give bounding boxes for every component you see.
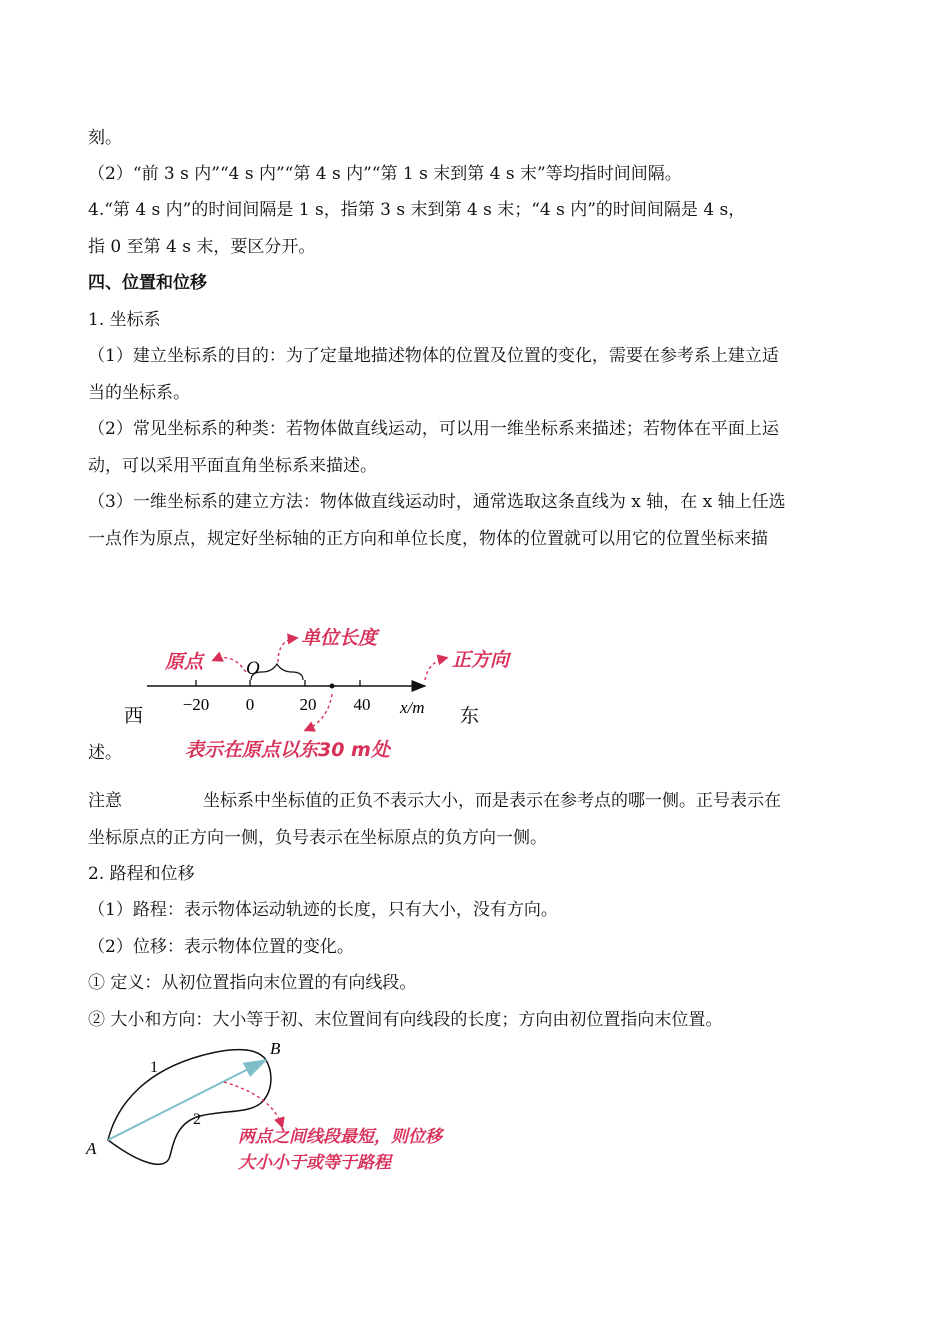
note-text-b: 坐标原点的正方向一侧，负号表示在坐标原点的负方向一侧。 [88,828,547,848]
origin-annotation: 原点 [165,651,204,673]
line-4: 指 0 至第 4 s 末，要区分开。 [88,237,316,257]
para-1a: （1）建立坐标系的目的：为了定量地描述物体的位置及位置的变化，需要在参考系上建立适 [88,346,779,366]
tick-label-0: 0 [245,695,255,714]
para-q4: ② 大小和方向：大小等于初、末位置间有向线段的长度；方向由初位置指向末位置。 [88,1010,723,1030]
para-q3: ① 定义：从初位置指向末位置的有向线段。 [88,973,417,993]
subheading-coordinate-system: 1. 坐标系 [88,310,161,330]
origin-pointer [214,658,246,672]
note-text-a: 坐标系中坐标值的正负不表示大小，而是表示在参考点的哪一侧。正号表示在 [203,791,781,811]
para-3a: （3）一维坐标系的建立方法：物体做直线运动时，通常选取这条直线为 x 轴，在 x 轴上任选 [88,492,786,512]
para-3b: 一点作为原点，规定好坐标轴的正方向和单位长度，物体的位置就可以用它的位置坐标来描 [88,529,768,549]
path-annotation-line2: 大小小于或等于路程 [238,1153,391,1173]
point-a-label: A [86,1139,97,1158]
line-3: 4.“第 4 s 内”的时间间隔是 1 s，指第 3 s 末到第 4 s 末；“4 s 内”的时间间隔是 4 s， [88,200,746,220]
para-3c: 述。 [88,743,122,763]
tick-label-40: 40 [353,695,371,714]
tick-label-20: 20 [299,695,317,714]
unit-annotation: 单位长度 [301,627,378,649]
displacement-pointer [224,1082,282,1126]
para-2a: （2）常见坐标系的种类：若物体做直线运动，可以用一维坐标系来描述；若物体在平面上运 [88,419,779,439]
axis-label: x/m [400,698,425,717]
path-figure [0,1030,950,1180]
para-1b: 当的坐标系。 [88,383,190,403]
origin-label: O [246,658,260,679]
path-1-label: 1 [150,1059,158,1076]
positive-pointer [425,658,446,680]
unit-pointer [278,638,296,662]
trajectory-path [108,1050,271,1165]
note-label: 注意 [88,791,122,811]
path-2-label: 2 [193,1111,201,1128]
para-q1: （1）路程：表示物体运动轨迹的长度，只有大小，没有方向。 [88,900,558,920]
subheading-path-displacement: 2. 路程和位移 [88,864,195,884]
axis-figure [0,600,950,775]
point-annotation: 表示在原点以东30 m处 [185,739,390,761]
tick-label-minus20: −20 [182,695,210,714]
para-q2: （2）位移：表示物体位置的变化。 [88,937,354,957]
line-1: 刻。 [88,128,122,148]
section-heading: 四、位置和位移 [88,273,207,293]
east-label: 东 [460,706,480,727]
para-2b: 动，可以采用平面直角坐标系来描述。 [88,456,377,476]
west-label: 西 [124,706,144,727]
positive-annotation: 正方向 [452,649,510,671]
line-2: （2）“前 3 s 内”“4 s 内”“第 4 s 内”“第 1 s 末到第 4 s 末”等均指时间间隔。 [88,164,682,184]
position-point [330,684,335,689]
point-b-label: B [270,1039,281,1058]
path-annotation-line1: 两点之间线段最短，则位移 [238,1127,442,1147]
